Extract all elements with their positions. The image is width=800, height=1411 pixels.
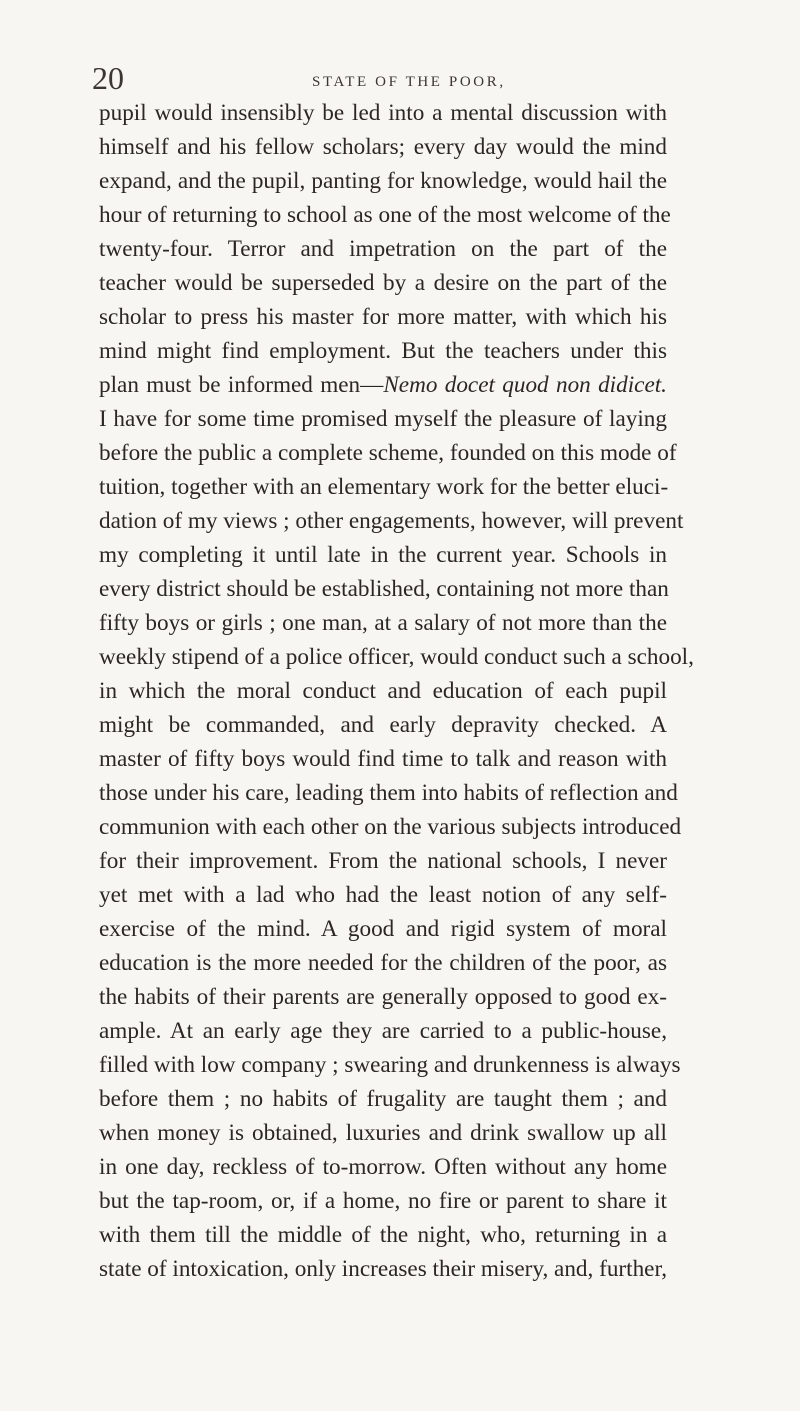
text-line: exercise of the mind. A good and rigid system of moral [99, 916, 667, 942]
text-line: but the tap-room, or, if a home, no fire or parent to share it [99, 1188, 667, 1214]
text-line: might be commanded, and early depravity checked. A [99, 712, 667, 738]
text-line: himself and his fellow scholars; every day would the mind [99, 134, 667, 160]
text-line: yet met with a lad who had the least notion of any self- [99, 882, 667, 908]
latin-phrase: Nemo docet quod non didicet. [383, 372, 667, 398]
text-line: teacher would be superseded by a desire on the part of the [99, 270, 667, 296]
text-line: filled with low company ; swearing and drunkenness is always [99, 1052, 681, 1078]
text-line: ample. At an early age they are carried to a public-house, [99, 1018, 667, 1044]
text-line: before them ; no habits of frugality are taught them ; and [99, 1086, 667, 1112]
text-line: state of intoxication, only increases their misery, and, further, [99, 1256, 668, 1282]
text-line: for their improvement. From the national schools, I never [99, 848, 667, 874]
text-line: pupil would insensibly be led into a mental discussion with [99, 100, 667, 126]
text-line: in one day, reckless of to-morrow. Often without any home [99, 1154, 667, 1180]
text-line: with them till the middle of the night, who, returning in a [99, 1222, 667, 1248]
text-line: expand, and the pupil, panting for knowledge, would hail the [99, 168, 667, 194]
text-line: those under his care, leading them into habits of reflection and [99, 780, 678, 806]
text-line: my completing it until late in the current year. Schools in [99, 542, 667, 568]
text-line: twenty-four. Terror and impetration on the part of the [99, 236, 667, 262]
text-line: every district should be established, containing not more than [99, 576, 669, 602]
running-head: STATE OF THE POOR, [312, 74, 506, 90]
text-line: mind might find employment. But the teachers under this [99, 338, 667, 364]
text-line: in which the moral conduct and education of each pupil [99, 678, 667, 704]
text-line: scholar to press his master for more matter, with which his [99, 304, 667, 330]
text-line [99, 368, 667, 402]
text-line: I have for some time promised myself the pleasure of laying [99, 406, 667, 432]
text-line: education is the more needed for the children of the poor, as [99, 950, 667, 976]
text-line-lead: plan must be informed men— [99, 372, 384, 398]
text-line: hour of returning to school as one of the most welcome of the [99, 202, 671, 228]
text-line: master of fifty boys would find time to talk and reason with [99, 746, 667, 772]
text-line: fifty boys or girls ; one man, at a salary of not more than the [99, 610, 667, 636]
text-line: communion with each other on the various subjects introduced [99, 814, 682, 840]
text-line: dation of my views ; other engagements, however, will prevent [99, 508, 684, 534]
text-line: tuition, together with an elementary work for the better eluci- [99, 474, 669, 500]
page-number: 20 [92, 60, 124, 96]
text-line: before the public a complete scheme, founded on this mode of [99, 440, 677, 466]
text-line: when money is obtained, luxuries and drink swallow up all [99, 1120, 667, 1146]
text-line: the habits of their parents are generally opposed to good ex- [99, 984, 667, 1010]
text-line: weekly stipend of a police officer, would conduct such a school, [99, 644, 694, 670]
